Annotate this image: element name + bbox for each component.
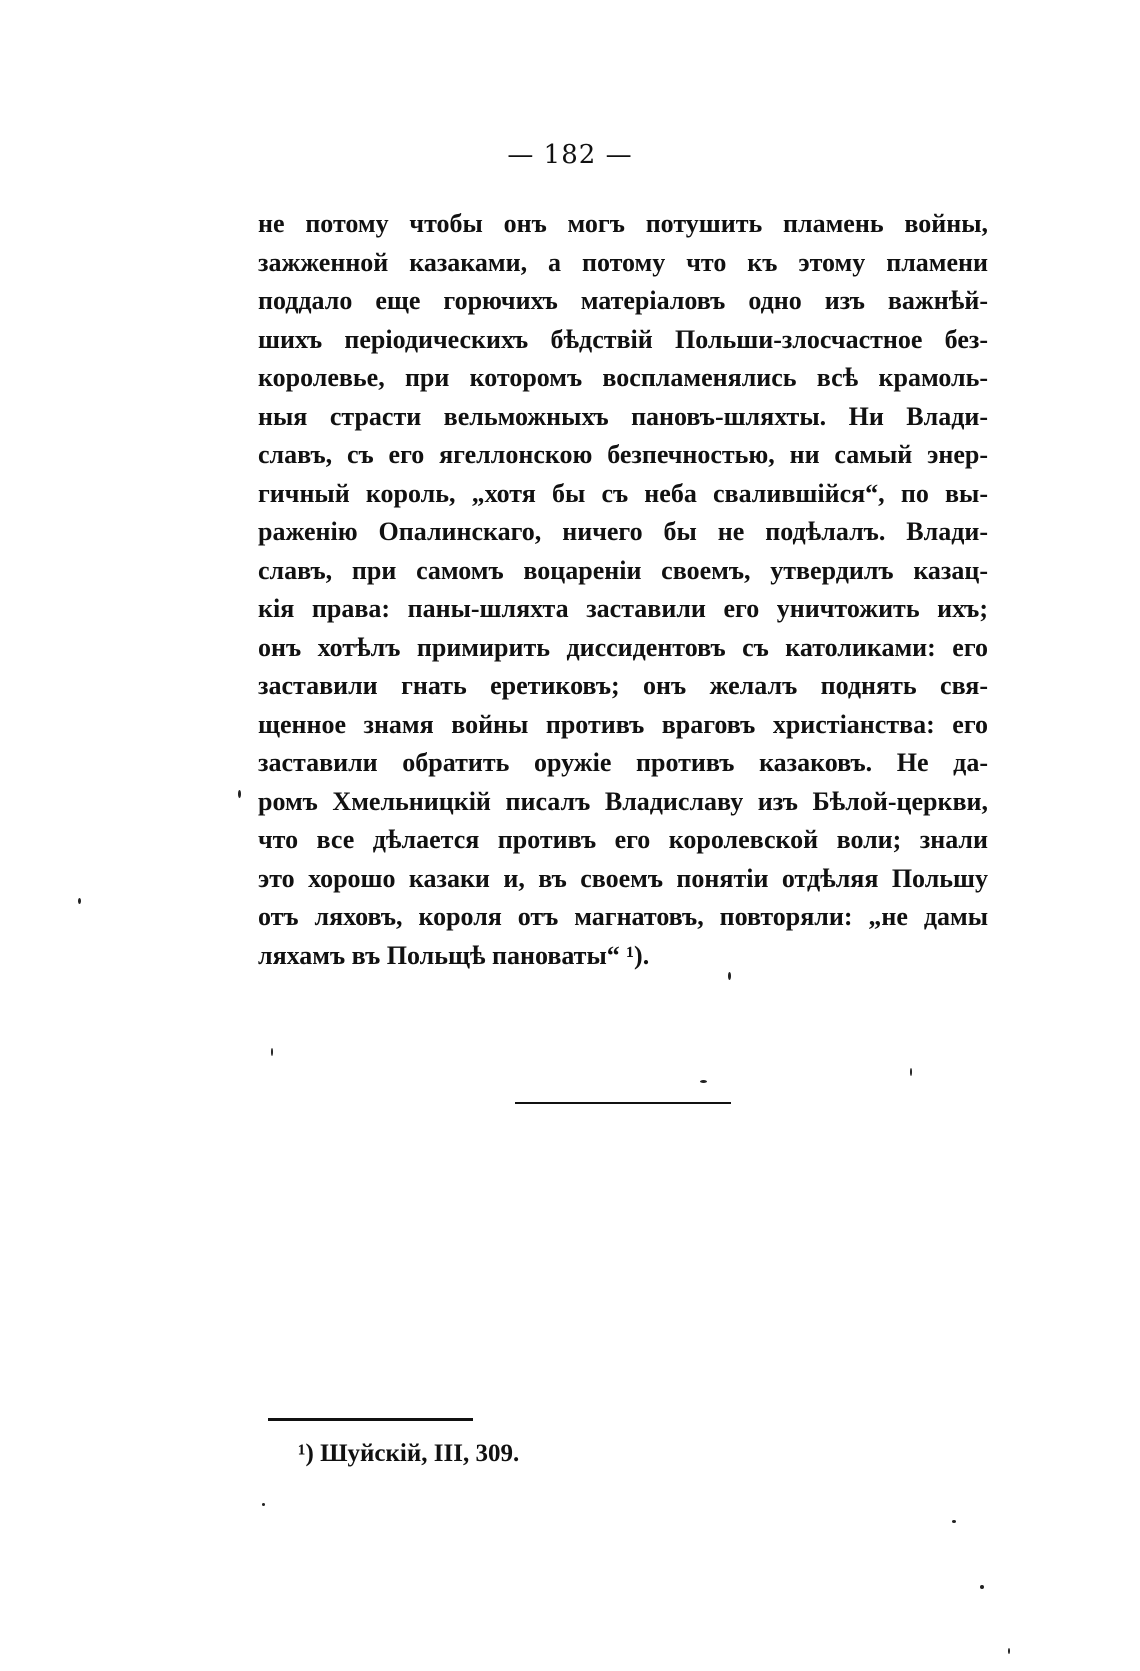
text-line: славъ, съ его ягеллонскою безпечностью, ни самый энер- bbox=[258, 440, 988, 469]
scan-speck bbox=[910, 1068, 912, 1076]
text-line: королевье, при которомъ воспламенялись всѣ крамоль- bbox=[258, 363, 988, 392]
text-line: щенное знамя войны противъ враговъ христіанства: его bbox=[258, 709, 988, 739]
text-line: что все дѣлается противъ его королевской воли; знали bbox=[258, 825, 988, 854]
body-text bbox=[258, 205, 988, 975]
text-line: кія права: паны-шляхта заставили его уничтожить ихъ; bbox=[258, 594, 988, 623]
text-line: гичный король, „хотя бы съ неба свалившійся“, по вы- bbox=[258, 478, 988, 508]
text-line: шихъ періодическихъ бѣдствій Польши-злосчастное без- bbox=[258, 324, 988, 354]
text-line: ныя страсти вельможныхъ пановъ-шляхты. Ни Влади- bbox=[258, 401, 988, 431]
text-line: ромъ Хмельницкій писалъ Владиславу изъ Бѣлой-церкви, bbox=[258, 786, 988, 816]
footnote bbox=[298, 1440, 519, 1468]
footnote-divider bbox=[268, 1418, 473, 1421]
scan-speck bbox=[980, 1585, 984, 1589]
text-line: отъ ляховъ, короля отъ магнатовъ, повторяли: „не дамы bbox=[258, 902, 988, 931]
scan-speck bbox=[1008, 1648, 1010, 1654]
end-divider bbox=[515, 1102, 731, 1104]
footnote-text: Шуйскій, III, 309. bbox=[313, 1440, 520, 1467]
text-line: зажженной казаками, а потому что къ этому пламени bbox=[258, 247, 988, 277]
text-line: раженію Опалинскаго, ничего бы не подѣлалъ. Влади- bbox=[258, 517, 988, 546]
text-line: это хорошо казаки и, въ своемъ понятіи отдѣляя Польшу bbox=[258, 863, 988, 893]
scan-speck bbox=[238, 790, 241, 798]
scan-speck bbox=[271, 1048, 273, 1056]
text-line: поддало еще горючихъ матеріаловъ одно изъ важнѣй- bbox=[258, 286, 988, 315]
page-number: — 182 — bbox=[507, 140, 633, 170]
text-line: славъ, при самомъ воцареніи своемъ, утвердилъ казац- bbox=[258, 555, 988, 585]
text-line: заставили обратить оружіе противъ казаковъ. Не да- bbox=[258, 748, 988, 777]
text-line: заставили гнать еретиковъ; онъ желалъ поднять свя- bbox=[258, 671, 988, 700]
text-line: онъ хотѣлъ примирить диссидентовъ съ католиками: его bbox=[258, 632, 988, 662]
scan-speck bbox=[700, 1080, 707, 1083]
scan-speck bbox=[262, 1503, 265, 1506]
scan-speck bbox=[728, 972, 731, 980]
footnote-marker: ¹) bbox=[298, 1440, 314, 1467]
scan-speck bbox=[952, 1520, 956, 1523]
scan-speck bbox=[78, 898, 81, 904]
text-line: ляхамъ въ Польщѣ пановаты“ ¹). bbox=[258, 940, 650, 970]
text-line: не потому чтобы онъ могъ потушить пламень войны, bbox=[258, 209, 988, 238]
